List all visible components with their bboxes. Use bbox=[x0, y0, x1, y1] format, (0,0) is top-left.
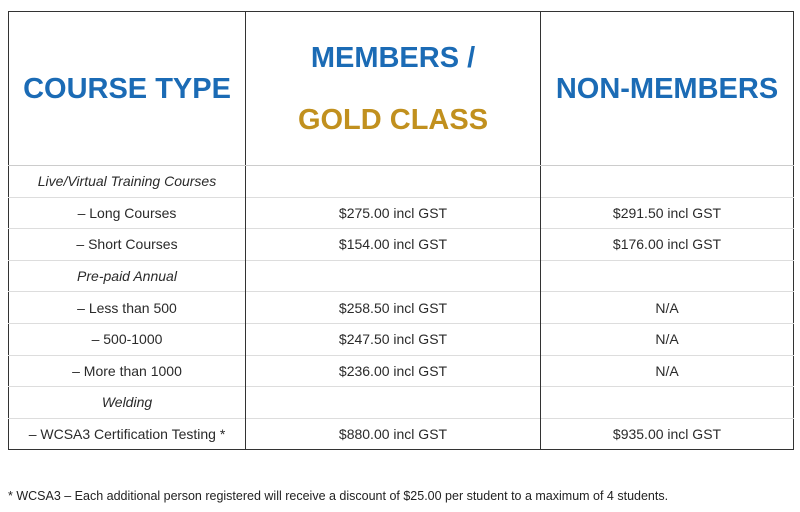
header-members bbox=[246, 12, 541, 166]
header-gold-class-label: GOLD CLASS bbox=[297, 103, 489, 136]
course-type-cell: – More than 1000 bbox=[9, 355, 246, 387]
non-members-price-cell: $176.00 incl GST bbox=[541, 229, 794, 261]
table-row-more-than-1000 bbox=[9, 355, 794, 387]
members-price-cell bbox=[246, 260, 541, 292]
course-type-cell: Pre-paid Annual bbox=[9, 260, 246, 292]
header-row bbox=[9, 12, 794, 166]
members-price-cell bbox=[246, 387, 541, 419]
non-members-price-cell bbox=[541, 166, 794, 198]
non-members-price-cell: N/A bbox=[541, 292, 794, 324]
course-type-cell: – 500-1000 bbox=[9, 323, 246, 355]
course-type-cell: – Short Courses bbox=[9, 229, 246, 261]
table-row-prepaid-annual bbox=[9, 260, 794, 292]
members-price-cell: $236.00 incl GST bbox=[246, 355, 541, 387]
header-members-label: MEMBERS / bbox=[310, 41, 476, 74]
members-price-cell: $275.00 incl GST bbox=[246, 197, 541, 229]
pricing-table bbox=[8, 11, 794, 450]
non-members-price-cell bbox=[541, 260, 794, 292]
course-type-cell: – WCSA3 Certification Testing * bbox=[9, 418, 246, 450]
table-row-short-courses bbox=[9, 229, 794, 261]
table-row-long-courses bbox=[9, 197, 794, 229]
footnote: * WCSA3 – Each additional person registered will receive a discount of $25.00 per student to a maximum of 4 students. bbox=[8, 489, 669, 503]
course-type-cell: Live/Virtual Training Courses bbox=[9, 166, 246, 198]
members-price-cell: $258.50 incl GST bbox=[246, 292, 541, 324]
table-row-welding bbox=[9, 387, 794, 419]
table-body bbox=[9, 166, 794, 450]
non-members-price-cell: $291.50 incl GST bbox=[541, 197, 794, 229]
non-members-price-cell: N/A bbox=[541, 323, 794, 355]
course-type-cell: – Less than 500 bbox=[9, 292, 246, 324]
header-non-members: NON-MEMBERS bbox=[541, 12, 794, 166]
members-price-cell: $154.00 incl GST bbox=[246, 229, 541, 261]
members-price-cell: $247.50 incl GST bbox=[246, 323, 541, 355]
table-row-500-1000 bbox=[9, 323, 794, 355]
members-price-cell bbox=[246, 166, 541, 198]
header-course-type: COURSE TYPE bbox=[9, 12, 246, 166]
table-row-less-than-500 bbox=[9, 292, 794, 324]
table-row-live-virtual bbox=[9, 166, 794, 198]
members-price-cell: $880.00 incl GST bbox=[246, 418, 541, 450]
table-row-wcsa3-testing bbox=[9, 418, 794, 450]
table-header bbox=[9, 12, 794, 166]
course-type-cell: – Long Courses bbox=[9, 197, 246, 229]
non-members-price-cell: N/A bbox=[541, 355, 794, 387]
non-members-price-cell: $935.00 incl GST bbox=[541, 418, 794, 450]
non-members-price-cell bbox=[541, 387, 794, 419]
course-type-cell: Welding bbox=[9, 387, 246, 419]
